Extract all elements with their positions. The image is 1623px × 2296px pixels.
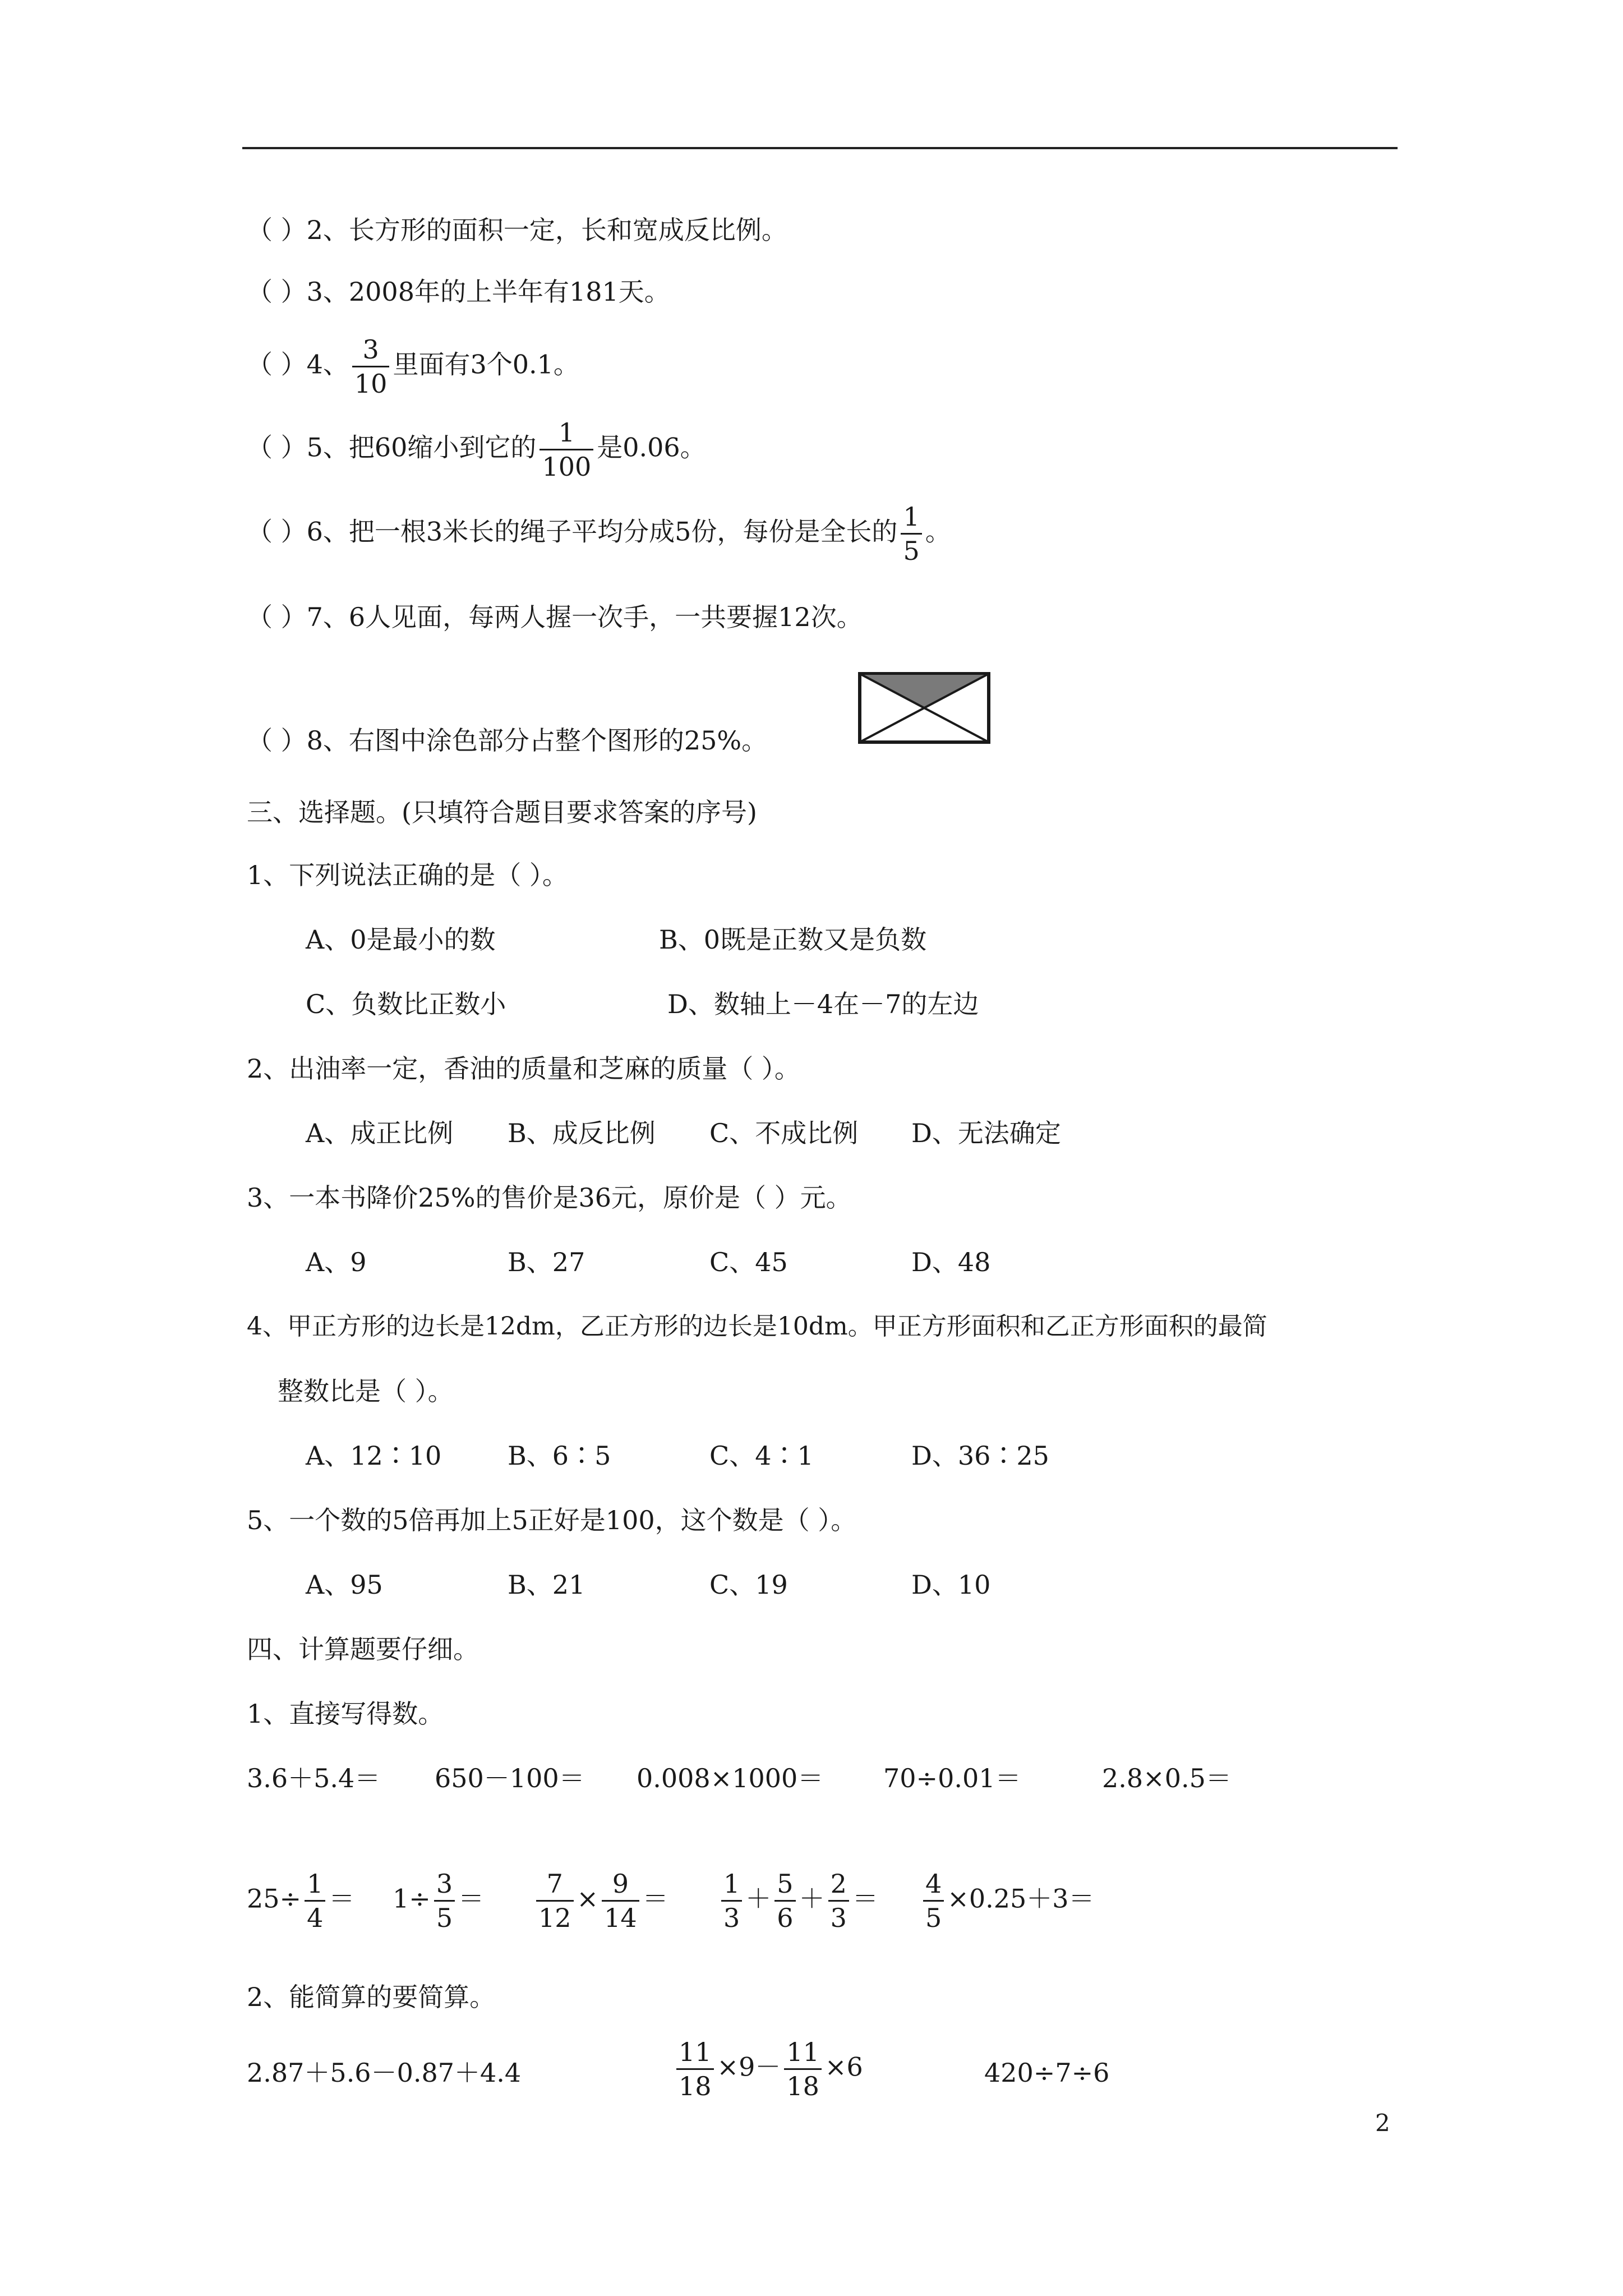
option[interactable]: B、成反比例 (508, 1118, 656, 1148)
option[interactable]: A、95 (306, 1570, 383, 1600)
fraction: $\frac{5}{6}$ (774, 1871, 795, 1931)
choice-q1: 1、下列说法正确的是（ ）。 (247, 860, 568, 890)
fraction: $\frac{11}{18}$ (676, 2039, 714, 2099)
expression: 0.008×1000＝ (637, 1763, 824, 1793)
fraction: $\frac{11}{18}$ (784, 2039, 822, 2099)
section-heading-choice: 三、选择题。(只填符合题目要求答案的序号) (247, 797, 757, 827)
page-number: 2 (1375, 2109, 1390, 2137)
option[interactable]: C、4∶1 (709, 1441, 814, 1471)
fraction-expression: $\frac{7}{12}$ × $\frac{9}{14}$ ＝ (533, 1871, 668, 1931)
option[interactable]: D、数轴上－4在－7的左边 (667, 989, 979, 1019)
option[interactable]: B、21 (508, 1570, 585, 1600)
option[interactable]: D、无法确定 (911, 1118, 1061, 1148)
option[interactable]: C、不成比例 (709, 1118, 859, 1148)
choice-q4-line2: 整数比是（ ）。 (278, 1376, 454, 1406)
judge-q6: （ ）6、把一根3米长的绳子平均分成5份，每份是全长的 $\frac{1}{5}$ 。 (247, 501, 951, 566)
fraction: $\frac{3}{5}$ (434, 1871, 455, 1931)
fraction: $\frac{9}{14}$ (602, 1871, 639, 1931)
fraction: $\frac{4}{5}$ (923, 1871, 944, 1931)
expression: 3.6＋5.4＝ (247, 1763, 381, 1793)
judge-q3: （ ）3、2008年的上半年有181天。 (247, 277, 670, 307)
fraction: $\frac{3}{10}$ (352, 337, 390, 397)
option[interactable]: A、成正比例 (306, 1118, 454, 1148)
option[interactable]: B、0既是正数又是负数 (659, 924, 927, 955)
fraction-expression: $\frac{1}{3}$ ＋ $\frac{5}{6}$ ＋ $\frac{2}{3}$ ＝ (718, 1871, 878, 1931)
judge-q4: （ ）4、 $\frac{3}{10}$ 里面有3个0.1。 (247, 334, 579, 399)
option[interactable]: A、0是最小的数 (306, 924, 496, 955)
option[interactable]: A、9 (306, 1247, 367, 1277)
answer-blank[interactable]: （ ） (247, 349, 307, 380)
calc-sub2: 2、能简算的要简算。 (247, 1982, 496, 2012)
option[interactable]: B、27 (508, 1247, 585, 1277)
judge-q2: （ ）2、长方形的面积一定，长和宽成反比例。 (247, 215, 787, 245)
fraction: $\frac{7}{12}$ (536, 1871, 574, 1931)
choice-q2: 2、出油率一定，香油的质量和芝麻的质量（ ）。 (247, 1053, 800, 1084)
fraction-expression: 1÷ $\frac{3}{5}$ ＝ (393, 1869, 485, 1933)
expression: 70÷0.01＝ (883, 1763, 1021, 1793)
option[interactable]: D、48 (911, 1247, 991, 1277)
judge-q5: （ ）5、把60缩小到它的 $\frac{1}{100}$ 是0.06。 (247, 417, 706, 482)
option[interactable]: C、负数比正数小 (306, 989, 506, 1019)
option[interactable]: C、19 (709, 1570, 788, 1600)
expression: 650－100＝ (435, 1763, 585, 1793)
fraction: $\frac{1}{4}$ (305, 1871, 325, 1931)
fraction: $\frac{1}{3}$ (721, 1871, 742, 1931)
option[interactable]: D、36∶25 (911, 1441, 1049, 1471)
fraction-expression: 25÷ $\frac{1}{4}$ ＝ (247, 1869, 355, 1933)
answer-blank[interactable]: （ ） (247, 725, 307, 756)
option[interactable]: C、45 (709, 1247, 788, 1277)
choice-q3: 3、一本书降价25%的售价是36元，原价是（ ）元。 (247, 1182, 852, 1213)
section-heading-calc: 四、计算题要仔细。 (247, 1634, 479, 1664)
calc-sub1: 1、直接写得数。 (247, 1699, 444, 1729)
answer-blank[interactable]: （ ） (247, 516, 307, 547)
answer-blank[interactable]: （ ） (247, 432, 307, 463)
choice-q5: 5、一个数的5倍再加上5正好是100，这个数是（ ）。 (247, 1505, 857, 1535)
answer-blank[interactable]: （ ） (247, 277, 307, 307)
answer-blank[interactable]: （ ） (247, 215, 307, 245)
option[interactable]: D、10 (911, 1570, 991, 1600)
fraction: $\frac{2}{3}$ (828, 1871, 849, 1931)
answer-blank[interactable]: （ ） (247, 602, 307, 632)
judge-q7: （ ）7、6人见面，每两人握一次手，一共要握12次。 (247, 602, 863, 632)
fraction-expression: $\frac{4}{5}$ ×0.25＋3＝ (920, 1871, 1095, 1931)
fraction: $\frac{1}{5}$ (901, 504, 921, 564)
expression: 420÷7÷6 (984, 2058, 1110, 2088)
judge-q8: （ ）8、右图中涂色部分占整个图形的25%。 (247, 725, 768, 756)
expression: 2.87＋5.6－0.87＋4.4 (247, 2058, 522, 2088)
option[interactable]: B、6∶5 (508, 1441, 611, 1471)
envelope-figure-icon (858, 672, 993, 746)
choice-q4-line1: 4、甲正方形的边长是12dm，乙正方形的边长是10dm。甲正方形面积和乙正方形面积的最简 (247, 1312, 1267, 1341)
option[interactable]: A、12∶10 (306, 1441, 442, 1471)
fraction-expression: $\frac{11}{18}$ ×9－ $\frac{11}{18}$ ×6 (673, 2039, 863, 2099)
header-rule (242, 147, 1398, 149)
fraction: $\frac{1}{100}$ (540, 420, 593, 480)
expression: 2.8×0.5＝ (1102, 1763, 1232, 1793)
